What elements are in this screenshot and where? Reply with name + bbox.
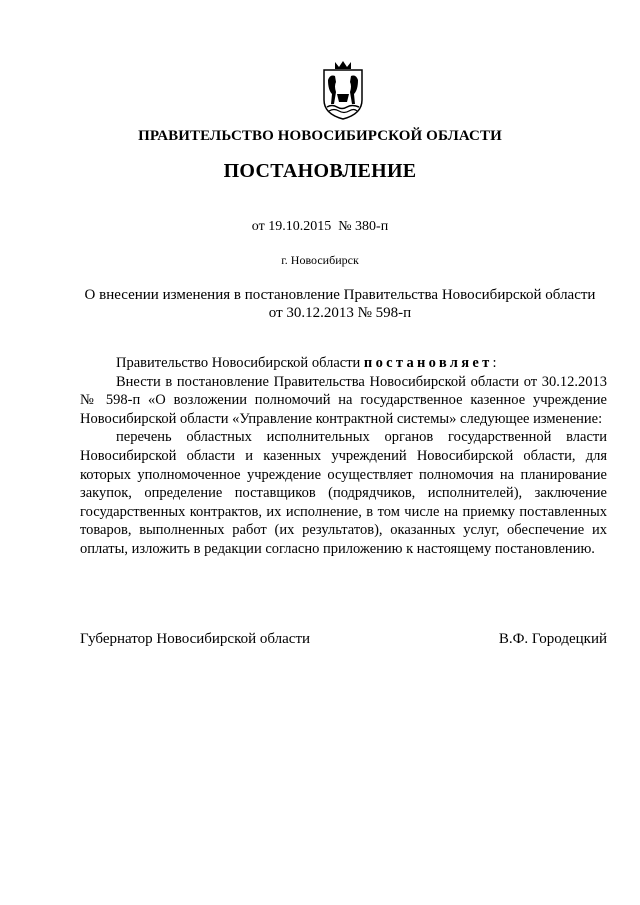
signature-block xyxy=(80,631,607,648)
document-city: г. Новосибирск xyxy=(281,253,359,267)
resolution-lead xyxy=(80,354,607,373)
subject-line-1: О внесении изменения в постановление Правительства Новосибирской области xyxy=(84,287,596,303)
coat-of-arms-icon xyxy=(310,60,376,120)
body-paragraph-1: Внести в постановление Правительства Новосибирской области от 30.12.2013 № 598-п «О возложении полномочий на государственное казенное учреждение Новосибирской области «Управление контрактной системы» следующее изменение: xyxy=(80,373,607,427)
organization-title: ПРАВИТЕЛЬСТВО НОВОСИБИРСКОЙ ОБЛАСТИ xyxy=(138,128,502,144)
document-date-number: от 19.10.2015 № 380-п xyxy=(251,219,389,234)
lead-text: Правительство Новосибирской области xyxy=(116,355,364,371)
lead-colon: : xyxy=(492,355,497,371)
body-paragraph-2: перечень областных исполнительных органов государственной власти Новосибирской области и казенных учреждений Новосибирской области, для которых уполномоченное учреждение осуществляет полномочия на планирование закупок, определение поставщиков (подрядчиков, исполнителей), заключение государственных контрактов, их исполнение, в том числе на приемку поставленных товаров, выполненных работ (их результатов), оказанных услуг, обеспечение их оплаты, изложить в редакции согласно приложению к настоящему постановлению. xyxy=(80,429,607,557)
document-subject xyxy=(60,286,620,322)
document-type-heading: ПОСТАНОВЛЕНИЕ xyxy=(223,160,417,182)
signatory-name: В.Ф. Городецкий xyxy=(498,631,607,647)
document-body xyxy=(80,354,607,559)
subject-line-2: от 30.12.2013 № 598-п xyxy=(268,305,412,321)
resolution-verb: постановляет xyxy=(363,355,493,371)
signatory-position: Губернатор Новосибирской области xyxy=(80,631,311,647)
